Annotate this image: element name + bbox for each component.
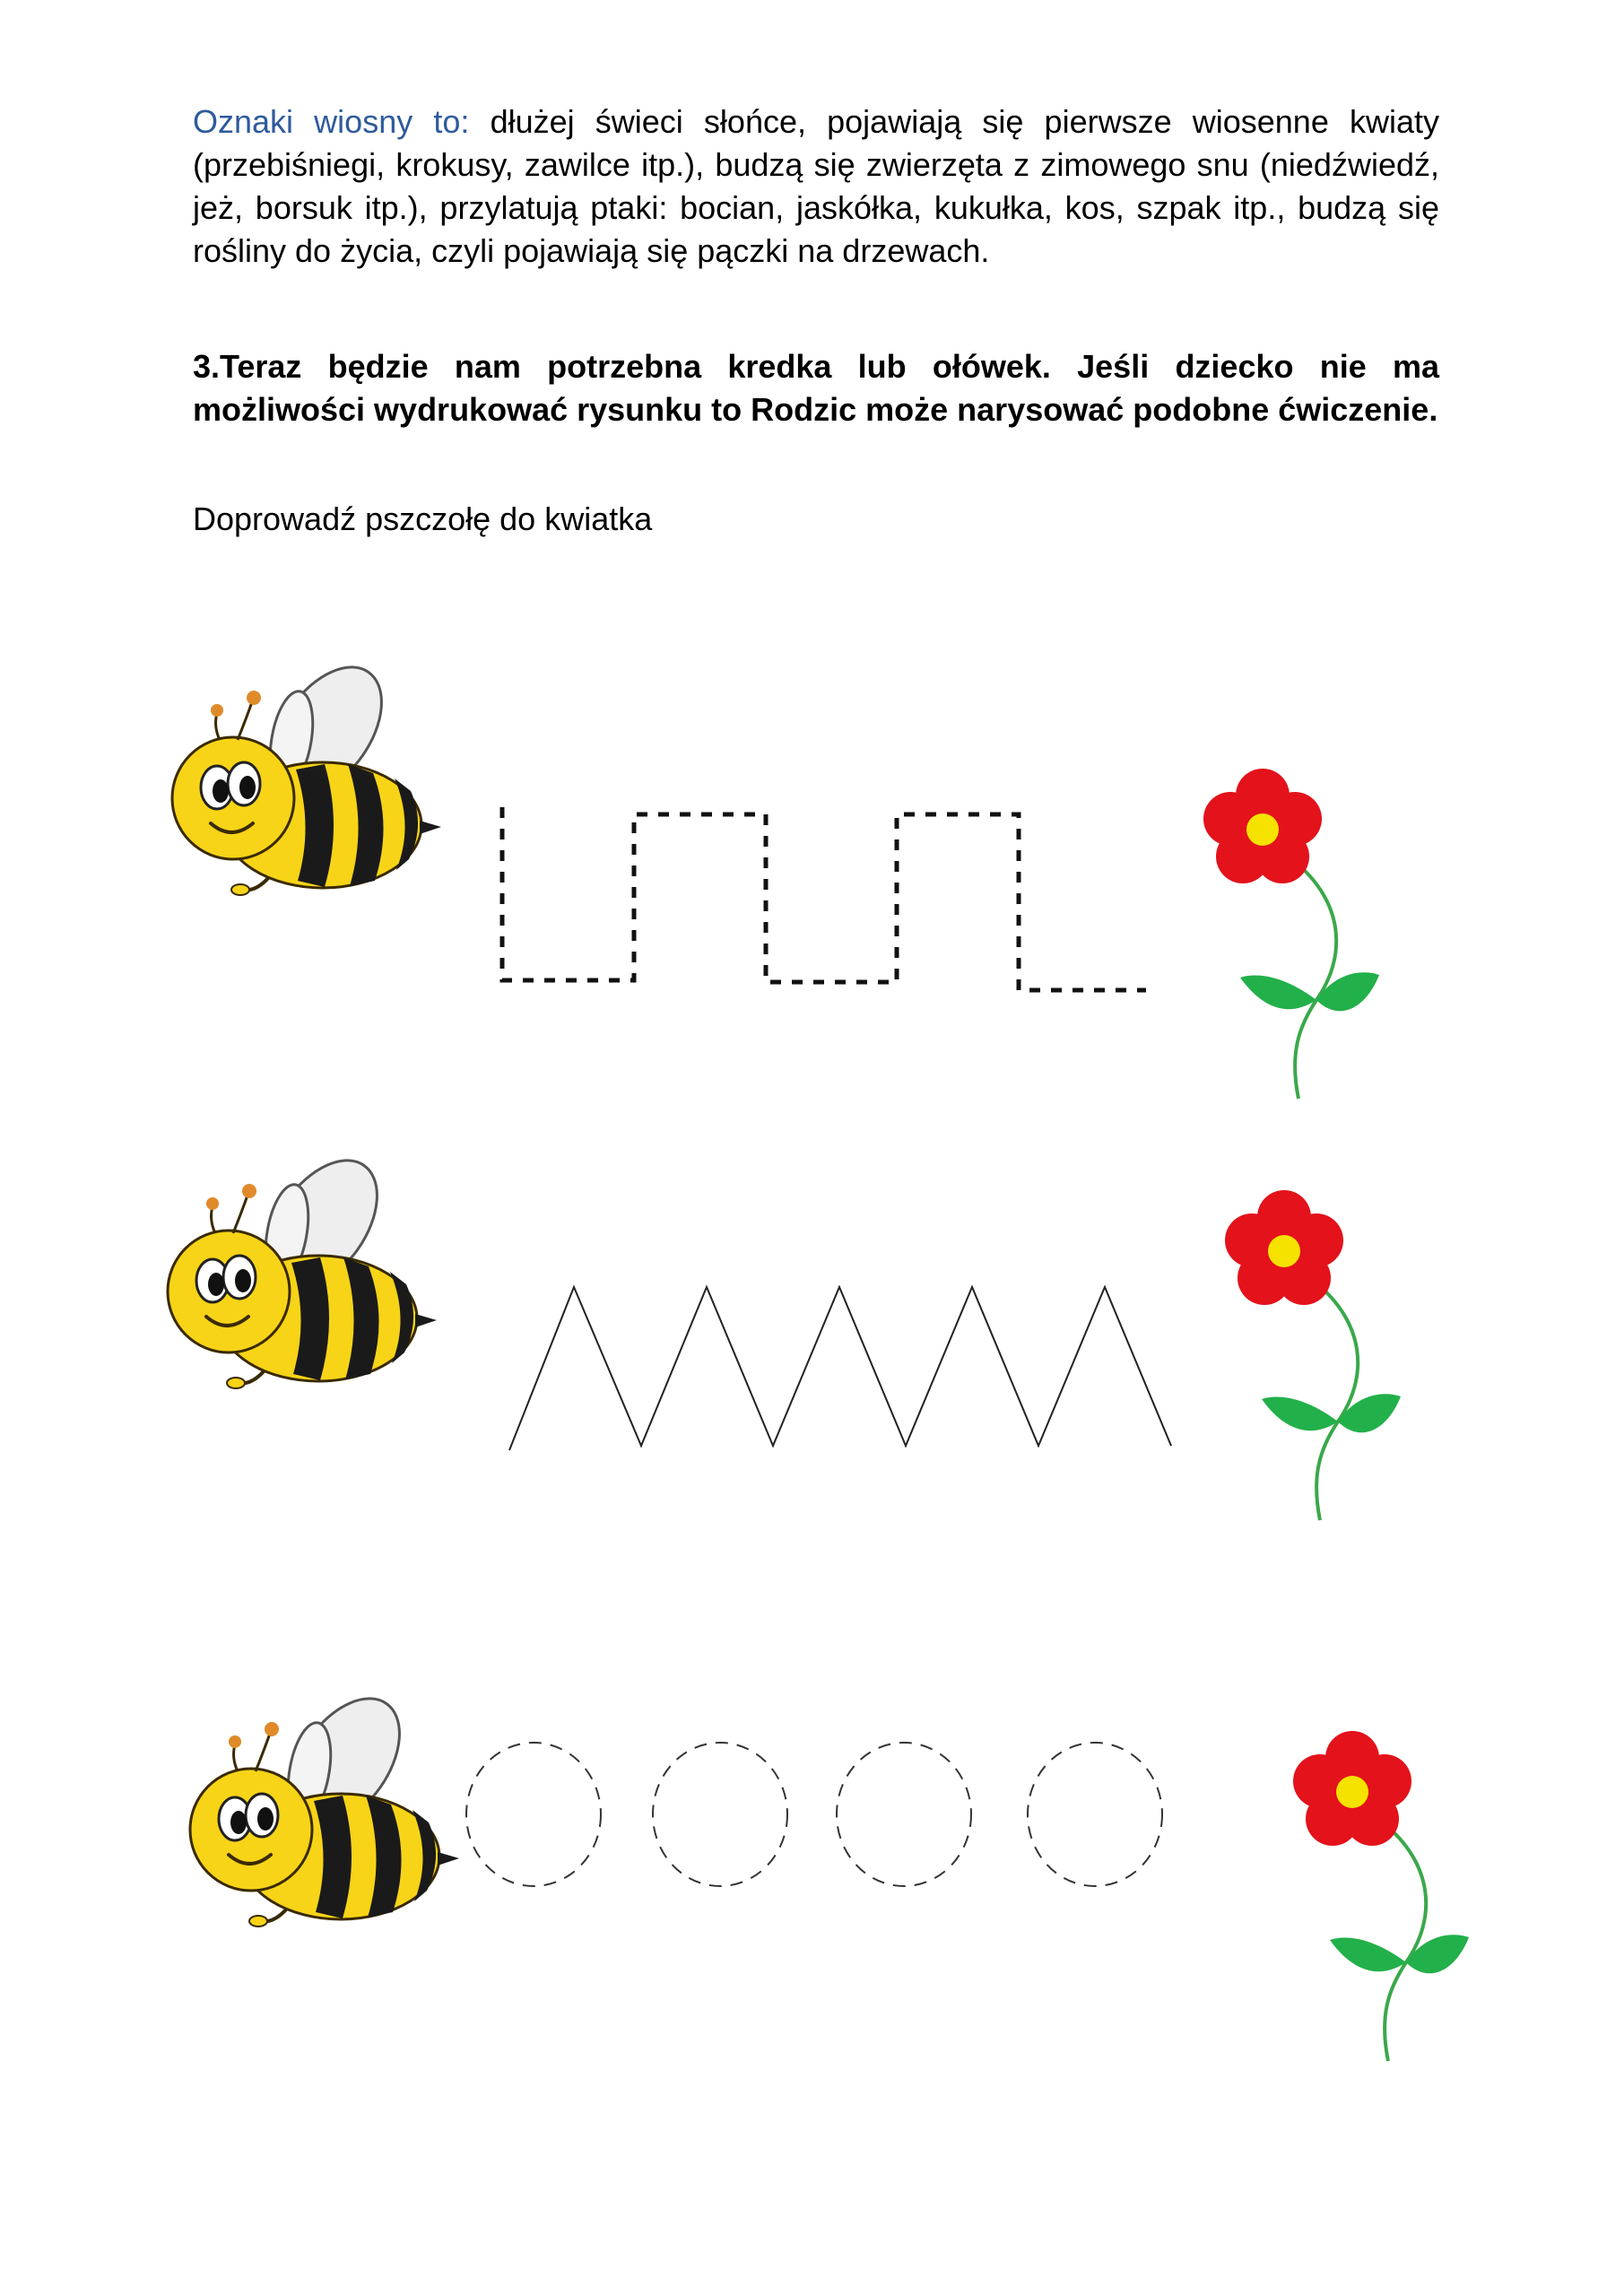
intro-body: dłużej świeci słońce, pojawiają się pierwsze wiosenne kwiaty (przebiśniegi, krokusy, zawilce itp.), budzą się zwierzęta z zimowego snu (niedźwiedź, jeż, borsuk itp.), przylatują ptaki: bocian, jaskółka, kukułka, kos, szpak itp., budzą się rośliny do życia, czyli pojawiają się pączki na drzewach. <box>193 103 1440 269</box>
bee-icon <box>190 1679 459 1926</box>
loops-path <box>466 1743 1162 1886</box>
flower-icon <box>1293 1731 1469 2061</box>
zigzag-path <box>509 1287 1171 1450</box>
intro-colon: : <box>460 103 470 140</box>
bee-icon <box>172 648 441 895</box>
flower-icon <box>1225 1190 1401 1520</box>
intro-lead: Oznaki wiosny to <box>193 103 461 140</box>
flower-icon <box>1203 769 1379 1099</box>
task-heading: 3.Teraz będzie nam potrzebna kredka lub ołówek. Jeśli dziecko nie ma możliwości wydrukować rysunku to Rodzic może narysować podobne ćwiczenie. <box>193 348 1439 428</box>
bee-icon <box>168 1141 437 1388</box>
square-wave-path <box>502 807 1146 990</box>
task-instruction: Doprowadź pszczołę do kwiatka <box>193 500 653 537</box>
